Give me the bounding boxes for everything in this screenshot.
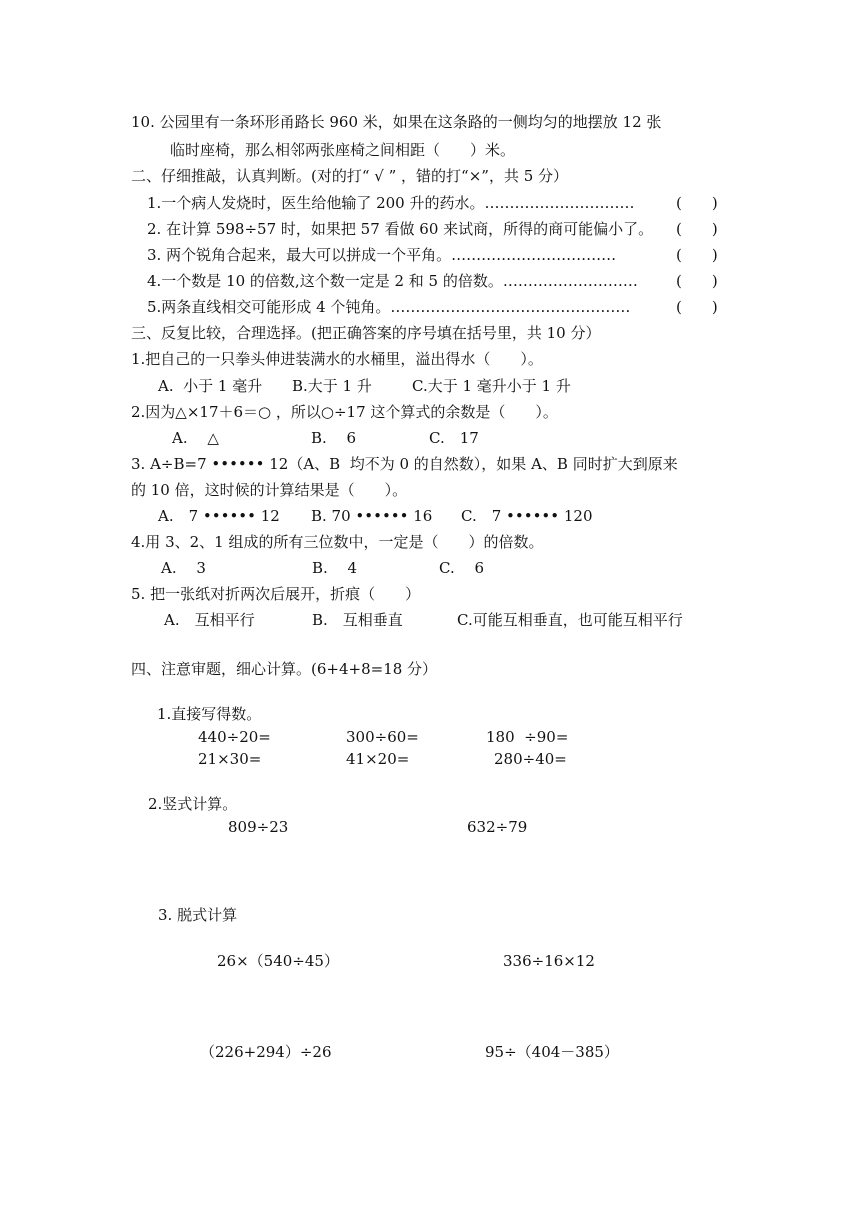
step-calc-item-1: 26×（540÷45） — [217, 952, 339, 970]
choice-q3-line1: 3. A÷B=7 •••••• 12（A、B 均不为 0 的自然数），如果 A、B 同时扩大到原来 — [131, 455, 678, 473]
choice-q3-option-a: A. 7 •••••• 12 — [158, 507, 280, 525]
judge-item-2: 2. 在计算 598÷57 时，如果把 57 看做 60 来试商，所得的商可能偏小了。 — [147, 220, 654, 238]
choice-q1-option-a: A. 小于 1 毫升 — [158, 377, 263, 395]
judge-answer-4[interactable]: ( ) — [676, 272, 718, 290]
choice-q5-option-a: A. 互相平行 — [164, 611, 255, 629]
mental-math-item-3: 180 ÷90= — [486, 728, 569, 746]
choice-q2-option-a: A. △ — [172, 429, 219, 447]
choice-q5-option-c: C.可能互相垂直，也可能互相平行 — [457, 611, 683, 629]
judge-item-5: 5.两条直线相交可能形成 4 个钝角。………………………………………… — [147, 298, 631, 316]
choice-q2-option-b: B. 6 — [311, 429, 357, 447]
vertical-calc-item-1: 809÷23 — [228, 818, 289, 836]
choice-q4-option-b: B. 4 — [312, 559, 358, 577]
mental-math-item-5: 41×20= — [346, 750, 410, 768]
judge-answer-2[interactable]: ( ) — [676, 220, 718, 238]
mental-math-title: 1.直接写得数。 — [157, 705, 262, 723]
choice-q4-option-c: C. 6 — [439, 559, 485, 577]
mental-math-item-6: 280÷40= — [494, 750, 567, 768]
choice-q3-option-b: B. 70 •••••• 16 — [311, 507, 433, 525]
q10-line2: 临时座椅，那么相邻两张座椅之间相距（ ）米。 — [170, 141, 516, 159]
judge-answer-1[interactable]: ( ) — [676, 194, 718, 212]
step-calc-item-4: 95÷（404－385） — [485, 1043, 619, 1061]
judge-answer-5[interactable]: ( ) — [676, 298, 718, 316]
step-calc-title: 3. 脱式计算 — [158, 906, 238, 924]
judge-answer-3[interactable]: ( ) — [676, 246, 718, 264]
section3-heading: 三、反复比较，合理选择。(把正确答案的序号填在括号里，共 10 分） — [131, 324, 601, 342]
vertical-calc-item-2: 632÷79 — [467, 818, 528, 836]
choice-q5-option-b: B. 互相垂直 — [312, 611, 403, 629]
judge-item-3: 3. 两个锐角合起来，最大可以拼成一个平角。…………………………… — [147, 246, 617, 264]
choice-q1-stem: 1.把自己的一只拳头伸进装满水的水桶里，溢出得水（ ）。 — [131, 350, 543, 368]
choice-q2-stem: 2.因为△×17＋6＝○ ，所以○÷17 这个算式的余数是（ ）。 — [131, 403, 558, 421]
step-calc-item-2: 336÷16×12 — [503, 952, 595, 970]
choice-q2-option-c: C. 17 — [429, 429, 479, 447]
judge-item-4: 4.一个数是 10 的倍数,这个数一定是 2 和 5 的倍数。……………………… — [147, 272, 638, 290]
choice-q1-option-c: C.大于 1 毫升小于 1 升 — [412, 377, 571, 395]
choice-q4-option-a: A. 3 — [161, 559, 206, 577]
choice-q5-stem: 5. 把一张纸对折两次后展开，折痕（ ） — [131, 585, 421, 603]
section2-heading: 二、仔细推敲，认真判断。(对的打“ √ ” ，错的打“×”，共 5 分） — [131, 167, 569, 185]
choice-q3-line2: 的 10 倍，这时候的计算结果是（ ）。 — [131, 481, 408, 499]
choice-q3-option-c: C. 7 •••••• 120 — [461, 507, 593, 525]
section4-heading: 四、注意审题，细心计算。(6+4+8=18 分） — [131, 660, 438, 678]
mental-math-item-2: 300÷60= — [346, 728, 419, 746]
q10-line1: 10. 公园里有一条环形甬路长 960 米，如果在这条路的一侧均匀的地摆放 12 张 — [131, 113, 662, 131]
step-calc-item-3: （226+294）÷26 — [200, 1043, 332, 1061]
choice-q4-stem: 4.用 3、2、1 组成的所有三位数中，一定是（ ）的倍数。 — [131, 533, 544, 551]
mental-math-item-4: 21×30= — [198, 750, 262, 768]
judge-item-1: 1.一个病人发烧时，医生给他输了 200 升的药水。………………………… — [147, 194, 635, 212]
choice-q1-option-b: B.大于 1 升 — [292, 377, 372, 395]
vertical-calc-title: 2.竖式计算。 — [148, 795, 238, 813]
mental-math-item-1: 440÷20= — [198, 728, 271, 746]
